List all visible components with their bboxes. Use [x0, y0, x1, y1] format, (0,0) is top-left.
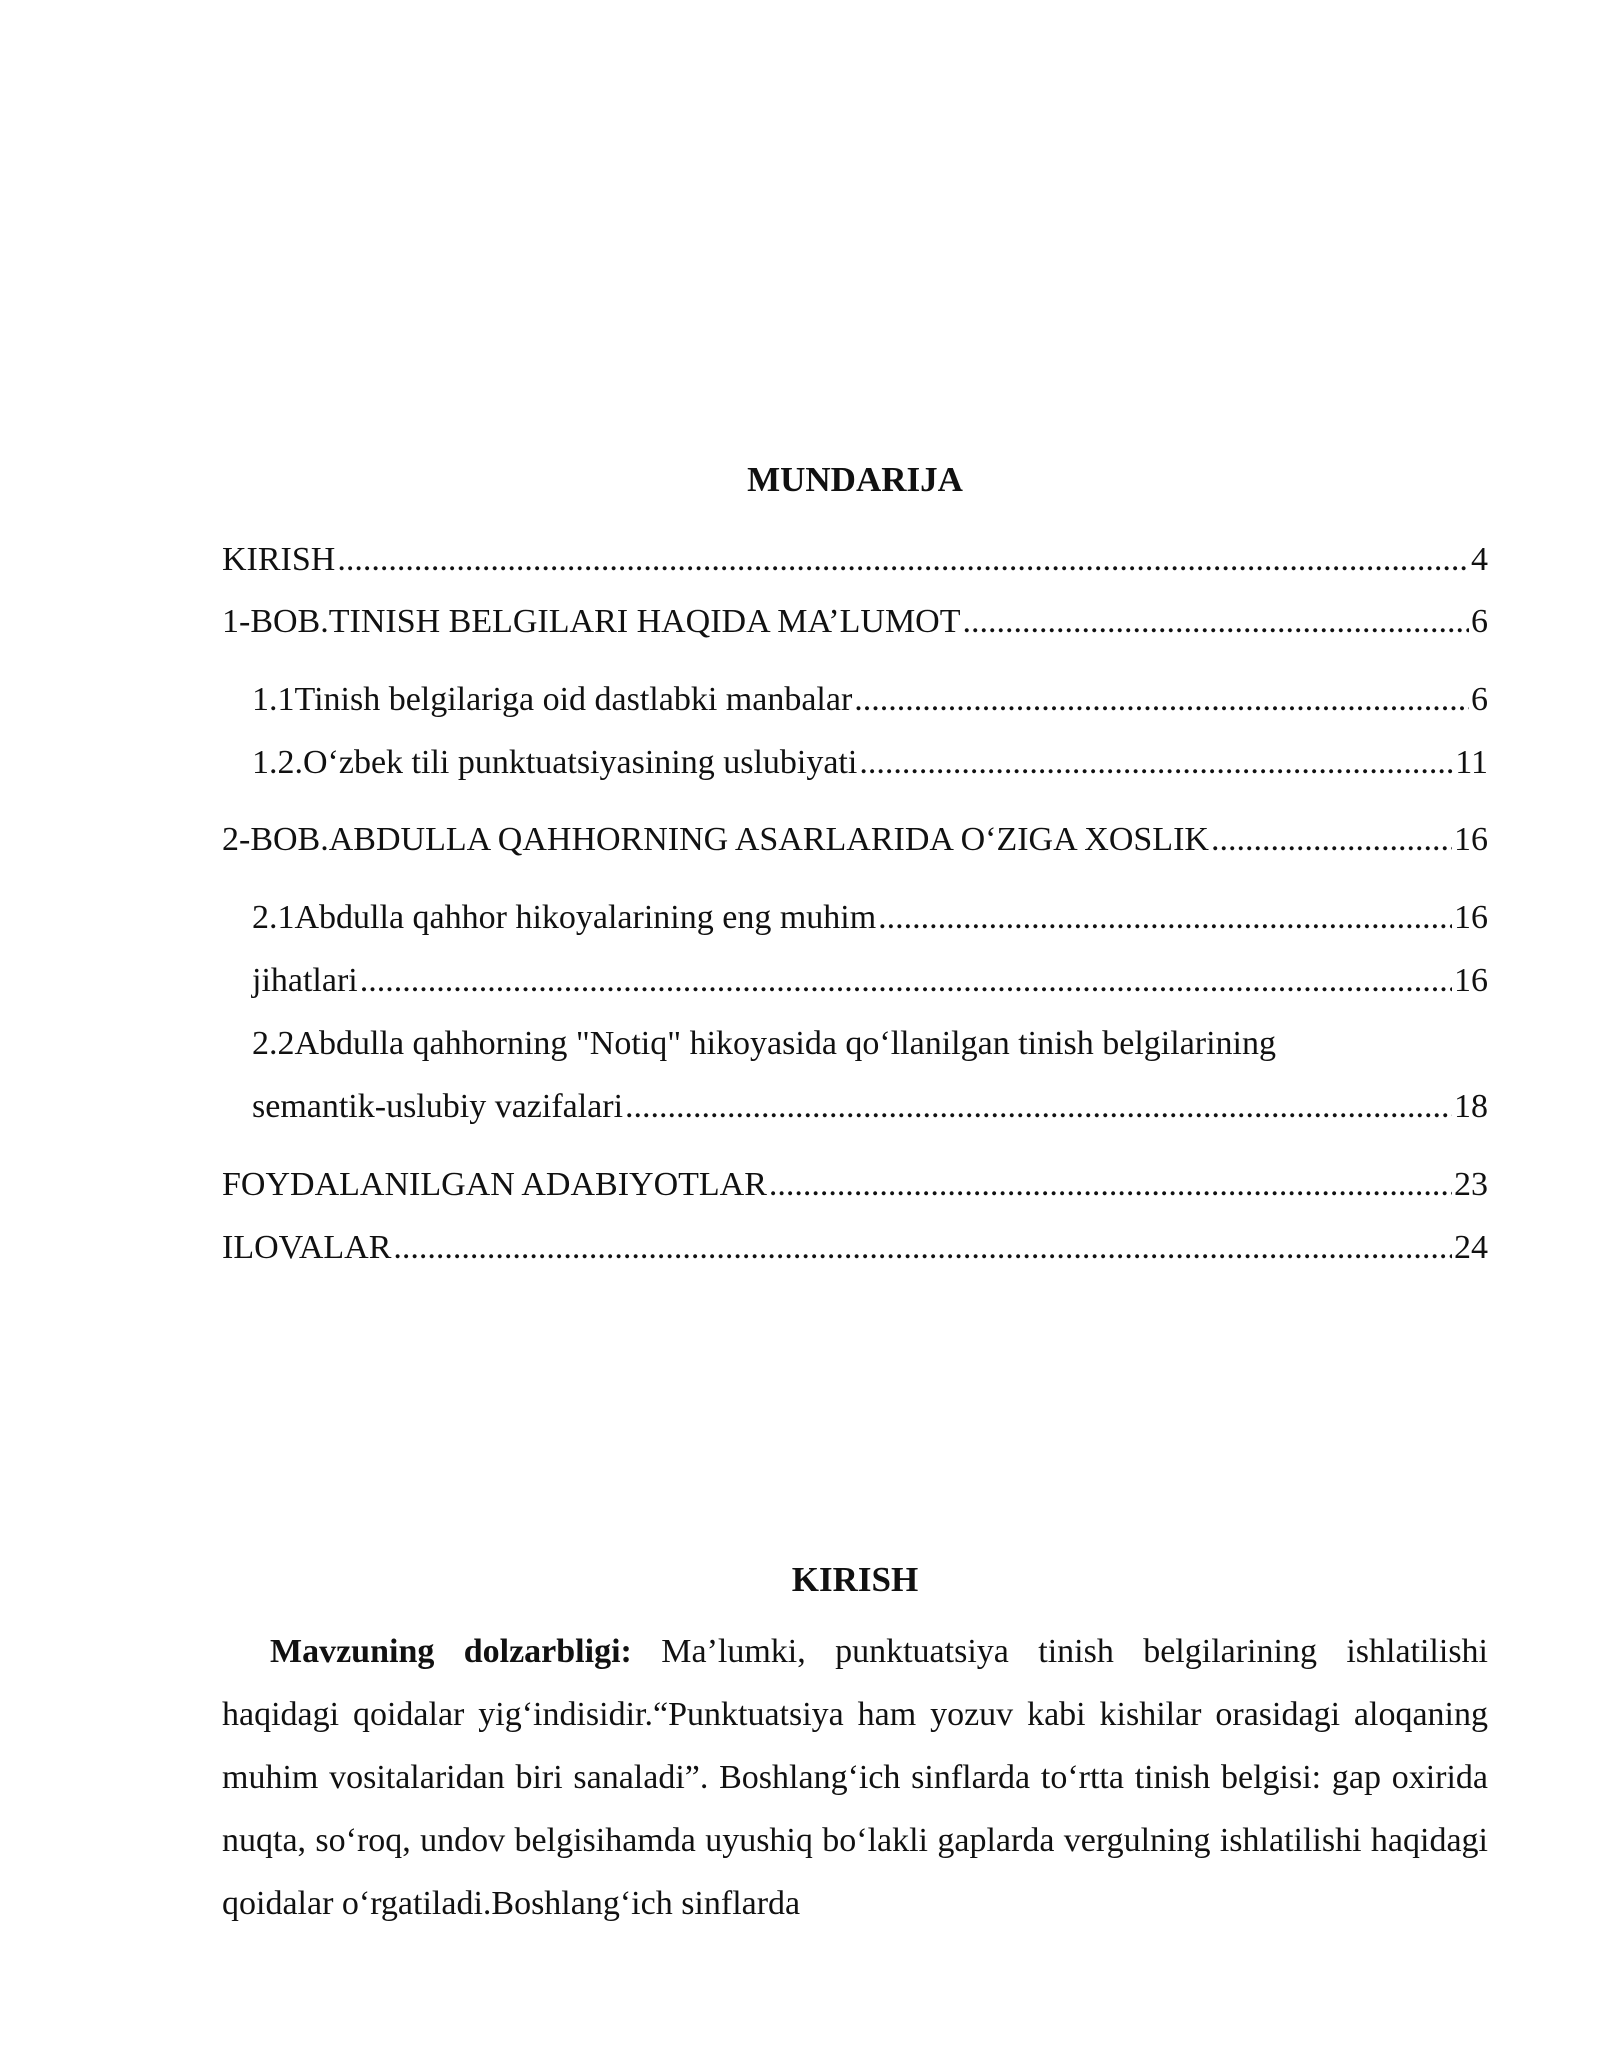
toc-entry-page: 4	[1471, 541, 1488, 578]
toc-leader-dots	[393, 1228, 1452, 1268]
toc-entry-section-1-2[interactable]	[252, 743, 1488, 783]
toc-entry-page: 24	[1454, 1229, 1488, 1266]
intro-text: Ma’lumki, punktuatsiya tinish belgilarining ishlatilishi haqidagi qoidalar yig‘indisidir.“Punktuatsiya ham yozuv kabi kishilar orasidagi aloqaning muhim vositalaridan biri sanaladi”. Boshlang‘ich sinflarda to‘rtta tinish belgisi: gap oxirida nuqta, so‘roq, undov belgisihamda uyushiq bo‘lakli gaplarda vergulning ishlatilishi haqidagi qoidalar o‘rgatiladi.Boshlang‘ich sinflarda	[222, 1633, 1489, 1922]
toc-leader-dots	[963, 602, 1469, 642]
intro-lead: Mavzuning dolzarbligi:	[270, 1633, 632, 1670]
toc-entry-page: 11	[1455, 744, 1488, 781]
toc-entry-label: jihatlari	[252, 962, 358, 999]
toc-leader-dots	[1211, 820, 1452, 860]
toc-leader-dots	[769, 1165, 1452, 1205]
toc-leader-dots	[337, 540, 1469, 580]
toc-leader-dots	[360, 961, 1452, 1001]
toc-entry-page: 6	[1471, 681, 1488, 718]
toc-entry-label: 2.1Abdulla qahhor hikoyalarining eng muhim	[252, 899, 877, 936]
toc-entry-page: 18	[1454, 1088, 1488, 1125]
toc-entry-page: 16	[1454, 821, 1488, 858]
toc-entry-kirish[interactable]	[222, 540, 1488, 580]
toc-entry-label: 2.2Abdulla qahhorning "Notiq" hikoyasida qo‘llanilgan tinish belgilarining	[252, 1025, 1277, 1062]
toc-entry-label: KIRISH	[222, 541, 336, 578]
toc-entry-label: semantik-uslubiy vazifalari	[252, 1088, 624, 1125]
toc-leader-dots	[859, 743, 1453, 783]
toc-entry-section-2-1[interactable]	[252, 898, 1488, 938]
toc-leader-dots	[854, 680, 1469, 720]
toc-leader-dots	[625, 1087, 1452, 1127]
toc-entry-label: FOYDALANILGAN ADABIYOTLAR	[222, 1166, 767, 1203]
intro-paragraph	[222, 1620, 1488, 1935]
toc-leader-dots	[878, 898, 1452, 938]
toc-entry-references[interactable]	[222, 1165, 1488, 1205]
toc-title: MUNDARIJA	[747, 460, 963, 499]
toc-entry-chapter-2[interactable]	[222, 820, 1488, 860]
toc-entry-chapter-1[interactable]	[222, 602, 1488, 642]
toc-entry-page: 16	[1454, 899, 1488, 936]
toc-entry-section-2-1-cont[interactable]	[252, 961, 1488, 1001]
toc-entry-label: 1.2.O‘zbek tili punktuatsiyasining uslubiyati	[252, 744, 858, 781]
toc-entry-appendices[interactable]	[222, 1228, 1488, 1268]
toc-entry-section-1-1[interactable]	[252, 680, 1488, 720]
toc-entry-page: 23	[1454, 1166, 1488, 1203]
toc-entry-label: 1-BOB.TINISH BELGILARI HAQIDA MA’LUMOT	[222, 603, 961, 640]
toc-entry-page: 6	[1471, 603, 1488, 640]
toc-entry-page: 16	[1454, 962, 1488, 999]
toc-entry-section-2-2-cont[interactable]	[252, 1087, 1488, 1127]
toc-entry-label: ILOVALAR	[222, 1229, 392, 1266]
toc-entry-section-2-2[interactable]	[252, 1024, 1488, 1064]
intro-heading: KIRISH	[791, 1560, 919, 1599]
toc-entry-label: 2-BOB.ABDULLA QAHHORNING ASARLARIDA O‘ZIGA XOSLIK	[222, 821, 1209, 858]
toc-entry-label: 1.1Tinish belgilariga oid dastlabki manbalar	[252, 681, 853, 718]
